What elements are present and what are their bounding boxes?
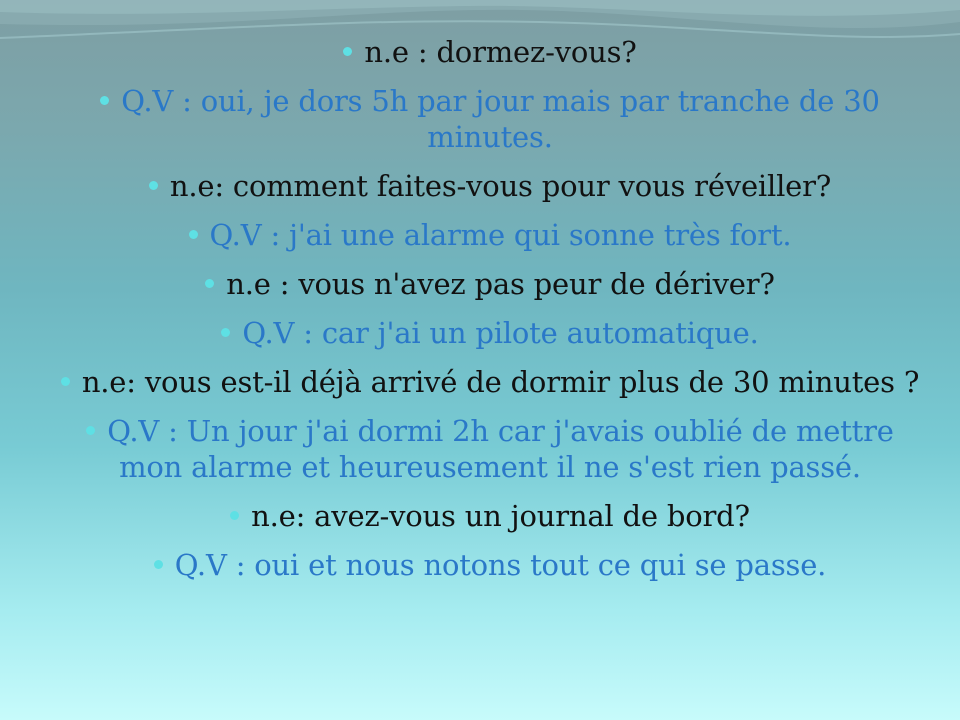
dialogue-line-answer bbox=[60, 217, 920, 253]
bullet-dot-icon bbox=[154, 560, 163, 569]
dialogue-line-question bbox=[60, 168, 920, 204]
dialogue-line-answer bbox=[60, 83, 920, 155]
bullet-dot-icon bbox=[100, 96, 109, 105]
dialogue-line-answer bbox=[60, 547, 920, 583]
bullet-dot-icon bbox=[86, 426, 95, 435]
dialogue-line-answer bbox=[60, 315, 920, 351]
dialogue-list bbox=[60, 34, 920, 596]
dialogue-line-text: n.e: comment faites-vous pour vous réveiller? bbox=[169, 169, 832, 203]
bullet-dot-icon bbox=[61, 377, 70, 386]
dialogue-line-answer bbox=[60, 413, 920, 485]
bullet-dot-icon bbox=[189, 230, 198, 239]
dialogue-line-question bbox=[60, 498, 920, 534]
bullet-dot-icon bbox=[205, 279, 214, 288]
bullet-dot-icon bbox=[149, 181, 158, 190]
dialogue-line-text: n.e : vous n'avez pas peur de dériver? bbox=[226, 267, 775, 301]
dialogue-line-question bbox=[60, 266, 920, 302]
bullet-dot-icon bbox=[230, 511, 239, 520]
dialogue-line-question bbox=[60, 34, 920, 70]
dialogue-line-text: Q.V : oui et nous notons tout ce qui se passe. bbox=[174, 548, 827, 582]
dialogue-line-text: Q.V : oui, je dors 5h par jour mais par tranche de 30 minutes. bbox=[121, 84, 880, 154]
dialogue-line-text: Q.V : j'ai une alarme qui sonne très fort. bbox=[209, 218, 792, 252]
bullet-dot-icon bbox=[221, 328, 230, 337]
dialogue-line-text: Q.V : car j'ai un pilote automatique. bbox=[242, 316, 759, 350]
dialogue-line-question bbox=[60, 364, 920, 400]
dialogue-line-text: Q.V : Un jour j'ai dormi 2h car j'avais oublié de mettre mon alarme et heureusement il ne s'est rien passé. bbox=[107, 414, 894, 484]
dialogue-line-text: n.e: vous est-il déjà arrivé de dormir plus de 30 minutes ? bbox=[81, 365, 920, 399]
bullet-dot-icon bbox=[343, 47, 352, 56]
dialogue-line-text: n.e : dormez-vous? bbox=[364, 35, 637, 69]
dialogue-line-text: n.e: avez-vous un journal de bord? bbox=[251, 499, 750, 533]
